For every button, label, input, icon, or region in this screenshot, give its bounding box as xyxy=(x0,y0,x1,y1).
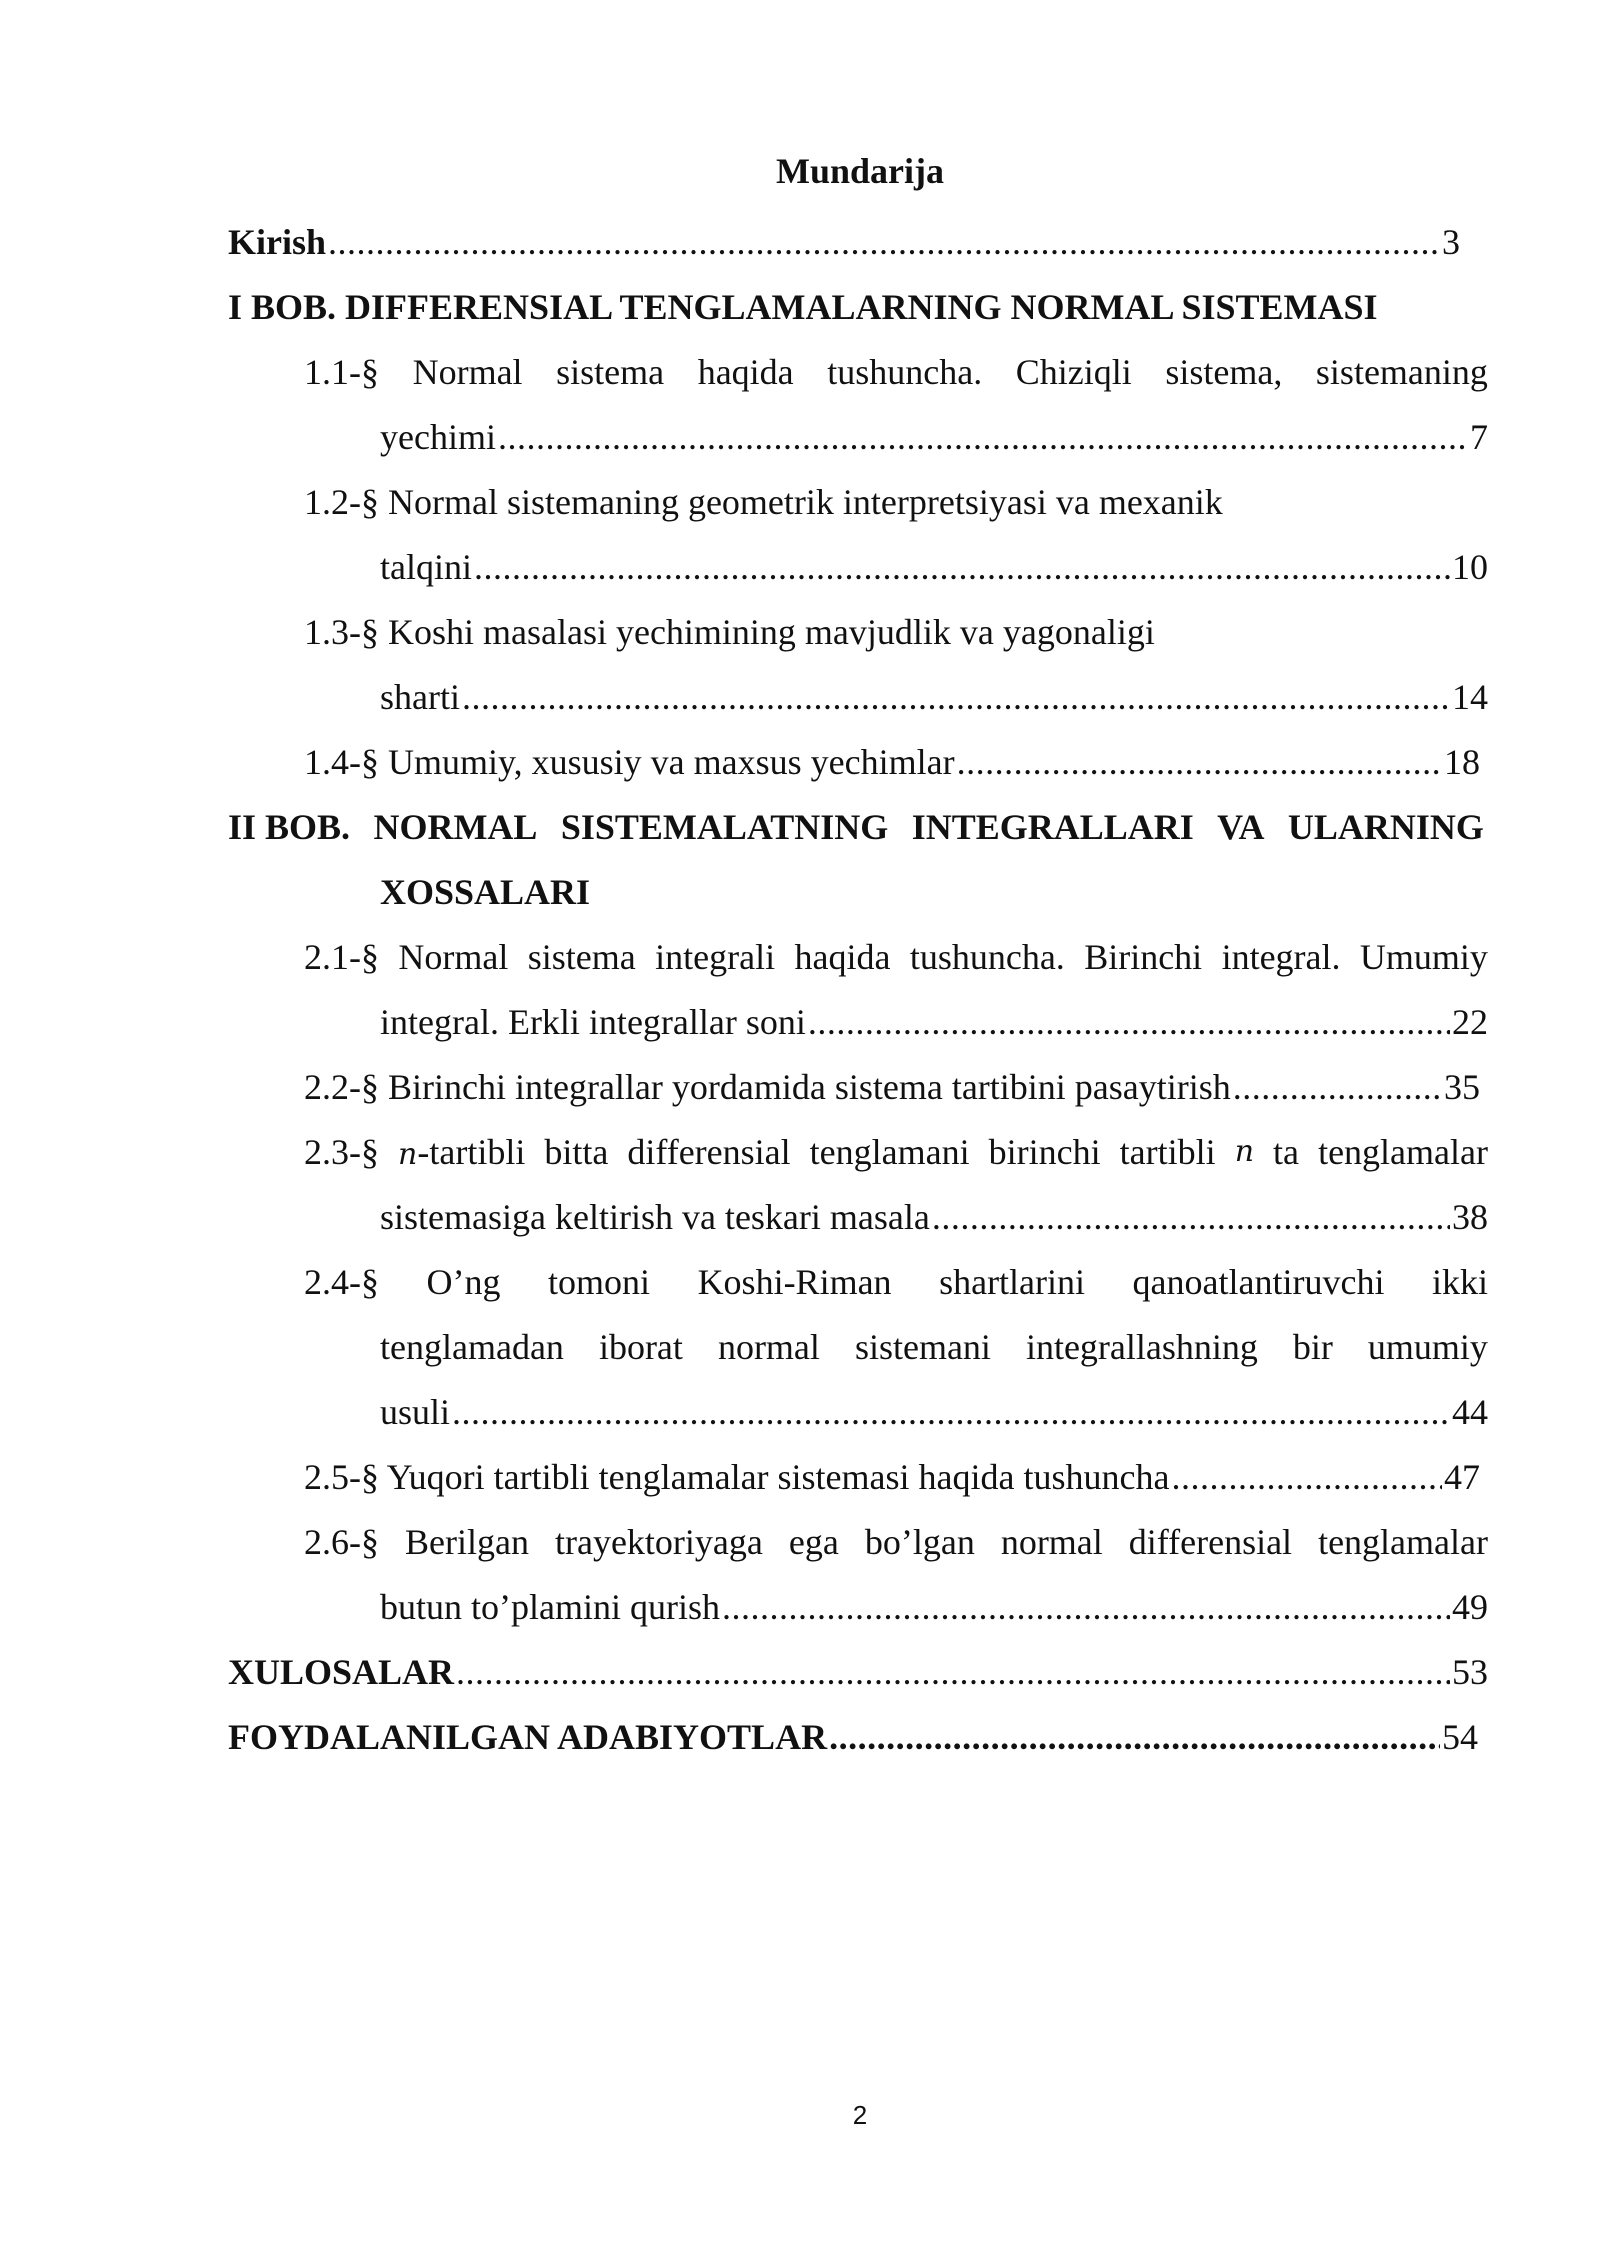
toc-section-1-4 xyxy=(304,742,1480,782)
toc-section-1-2-cont xyxy=(380,547,1488,587)
leader-dots xyxy=(456,1652,1450,1692)
word: integral. xyxy=(1221,937,1341,977)
word: tomoni xyxy=(548,1262,651,1302)
word-suffix: -tartibli xyxy=(417,1132,526,1172)
toc-page-number: 22 xyxy=(1452,1002,1488,1042)
word: bitta xyxy=(544,1132,609,1172)
word: ta xyxy=(1273,1132,1300,1172)
toc-entry-label: talqini xyxy=(380,547,472,587)
toc-section-1-2: 1.2-§ Normal sistemaning geometrik interpretsiyasi va mexanik xyxy=(304,482,1223,522)
toc-page-number: 49 xyxy=(1452,1587,1488,1627)
word: integrali xyxy=(655,937,776,977)
word: integrallashning xyxy=(1025,1327,1258,1367)
leader-dots xyxy=(328,222,1440,262)
toc-chapter-2-cont: XOSSALARI xyxy=(380,872,591,912)
toc-section-1-1 xyxy=(304,352,1488,392)
toc-entry-xulosalar xyxy=(228,1652,1488,1692)
leader-dots xyxy=(1233,1067,1442,1107)
word: ULARNING xyxy=(1287,807,1484,847)
word: sistemaning xyxy=(1315,352,1488,392)
word: differensial xyxy=(627,1132,791,1172)
toc-entry-label: sistemasiga keltirish va teskari masala xyxy=(380,1197,930,1237)
word: sistema, xyxy=(1165,352,1283,392)
word: haqida xyxy=(794,937,891,977)
toc-page-number: 54 xyxy=(1442,1717,1478,1757)
toc-section-2-6 xyxy=(304,1522,1488,1562)
leader-dots xyxy=(932,1197,1450,1237)
word: 2.1-§ xyxy=(304,937,379,977)
word: VA xyxy=(1217,807,1265,847)
word: Birinchi xyxy=(1084,937,1203,977)
word: Normal xyxy=(412,352,523,392)
toc-section-2-5 xyxy=(304,1457,1480,1497)
toc-section-2-3-cont xyxy=(380,1197,1488,1237)
toc-section-1-3-cont xyxy=(380,677,1488,717)
word: tushuncha. xyxy=(827,352,983,392)
page-number: 2 xyxy=(852,2100,868,2130)
toc-chapter-1: I BOB. DIFFERENSIAL TENGLAMALARNING NORMAL SISTEMASI xyxy=(228,287,1378,327)
toc-entry-label: 2.5-§ Yuqori tartibli tenglamalar sistemasi haqida tushuncha xyxy=(304,1457,1170,1497)
word: differensial xyxy=(1128,1522,1293,1562)
leader-dots xyxy=(957,742,1442,782)
word: II BOB. xyxy=(228,807,351,847)
section-number: 2.3-§ xyxy=(304,1132,379,1172)
leader-dots xyxy=(1171,1457,1442,1497)
word xyxy=(304,1132,379,1175)
word: haqida xyxy=(697,352,794,392)
toc-entry-label: yechimi xyxy=(380,417,496,457)
word: Chiziqli xyxy=(1015,352,1132,392)
word: O’ng xyxy=(426,1262,501,1302)
word: bir xyxy=(1292,1327,1333,1367)
toc-page-number: 44 xyxy=(1452,1392,1488,1432)
word: Normal xyxy=(398,937,509,977)
toc-entry-label: integral. Erkli integrallar soni xyxy=(380,1002,806,1042)
math-variable: n xyxy=(1234,1134,1255,1169)
toc-section-2-1-cont xyxy=(380,1002,1488,1042)
leader-dots xyxy=(829,1717,1440,1757)
word: Koshi-Riman xyxy=(697,1262,892,1302)
leader-dots xyxy=(474,547,1450,587)
toc-entry-label: butun to’plamini qurish xyxy=(380,1587,720,1627)
toc-chapter-2 xyxy=(228,807,1484,847)
word: 2.6-§ xyxy=(304,1522,379,1562)
word: iborat xyxy=(598,1327,683,1367)
toc-title: Mundarija xyxy=(775,151,944,191)
toc-entry-label: FOYDALANILGAN ADABIYOTLAR xyxy=(228,1717,828,1757)
toc-entry-label: XULOSALAR xyxy=(228,1652,455,1692)
word: sistemani xyxy=(854,1327,991,1367)
word: NORMAL xyxy=(373,807,538,847)
toc-page-number: 47 xyxy=(1444,1457,1480,1497)
word: ikki xyxy=(1431,1262,1488,1302)
word: sistema xyxy=(556,352,665,392)
toc-section-2-4-line2 xyxy=(380,1327,1488,1367)
word: tenglamalar xyxy=(1318,1132,1488,1172)
word: normal xyxy=(1000,1522,1103,1562)
toc-page-number: 38 xyxy=(1452,1197,1488,1237)
word: tenglamalar xyxy=(1318,1522,1488,1562)
toc-entry-label: 1.4-§ Umumiy, xususiy va maxsus yechimlar xyxy=(304,742,955,782)
toc-page-number: 35 xyxy=(1444,1067,1480,1107)
word: SISTEMALATNING xyxy=(560,807,889,847)
toc-page-number: 10 xyxy=(1452,547,1488,587)
word: umumiy xyxy=(1367,1327,1488,1367)
word: bo’lgan xyxy=(864,1522,975,1562)
toc-page-number: 53 xyxy=(1452,1652,1488,1692)
toc-section-2-3 xyxy=(304,1132,1488,1175)
word: qanoatlantiruvchi xyxy=(1132,1262,1385,1302)
toc-section-1-1-cont xyxy=(380,417,1488,457)
word: trayektoriyaga xyxy=(554,1522,763,1562)
word: INTEGRALLARI xyxy=(911,807,1194,847)
word: shartlarini xyxy=(939,1262,1086,1302)
word: normal xyxy=(717,1327,820,1367)
leader-dots xyxy=(808,1002,1450,1042)
word: Umumiy xyxy=(1359,937,1488,977)
word: 2.4-§ xyxy=(304,1262,379,1302)
word: tenglamadan xyxy=(380,1327,564,1367)
toc-section-2-4-cont xyxy=(380,1392,1488,1432)
toc-entry-label: sharti xyxy=(380,677,460,717)
toc-section-2-6-cont xyxy=(380,1587,1488,1627)
toc-section-2-2 xyxy=(304,1067,1480,1107)
toc-section-2-1 xyxy=(304,937,1488,977)
word: Berilgan xyxy=(405,1522,529,1562)
word: sistema xyxy=(527,937,636,977)
word: 1.1-§ xyxy=(304,352,379,392)
leader-dots xyxy=(452,1392,1450,1432)
word: tenglamani xyxy=(809,1132,970,1172)
math-variable: n xyxy=(398,1137,418,1172)
word: tushuncha. xyxy=(909,937,1065,977)
toc-entry-adabiyotlar xyxy=(228,1717,1478,1757)
toc-section-2-4 xyxy=(304,1262,1488,1302)
leader-dots xyxy=(462,677,1450,717)
word: birinchi xyxy=(988,1132,1101,1172)
leader-dots xyxy=(722,1587,1450,1627)
toc-page-number: 3 xyxy=(1442,222,1460,262)
word: tartibli xyxy=(1119,1132,1216,1172)
word xyxy=(398,1132,525,1175)
toc-page-number: 7 xyxy=(1470,417,1488,457)
word: ega xyxy=(788,1522,839,1562)
toc-page-number: 14 xyxy=(1452,677,1488,717)
toc-entry-label: 2.2-§ Birinchi integrallar yordamida sistema tartibini pasaytirish xyxy=(304,1067,1231,1107)
toc-entry-label: usuli xyxy=(380,1392,451,1432)
toc-entry-label: Kirish xyxy=(228,222,327,262)
toc-section-1-3: 1.3-§ Koshi masalasi yechimining mavjudlik va yagonaligi xyxy=(304,612,1155,652)
leader-dots xyxy=(498,417,1468,457)
toc-page-number: 18 xyxy=(1444,742,1480,782)
toc-entry-kirish xyxy=(228,222,1460,262)
